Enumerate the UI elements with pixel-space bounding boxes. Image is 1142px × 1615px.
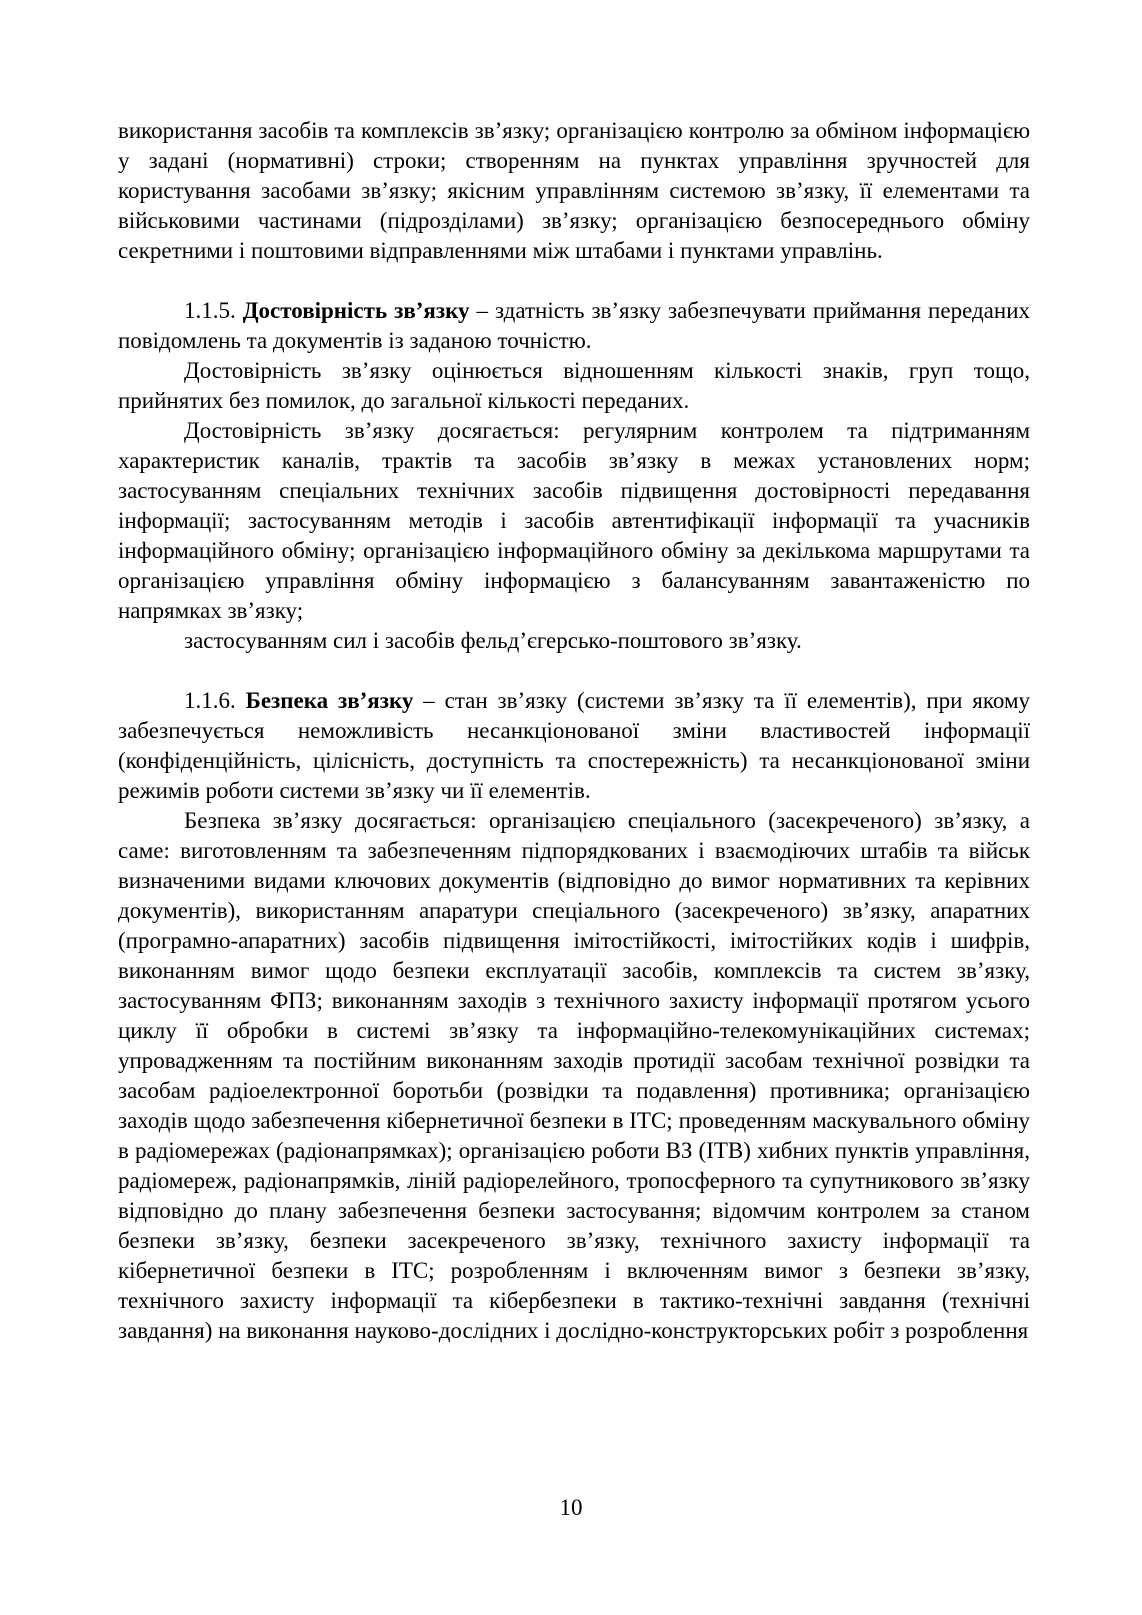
paragraph (118, 356, 1030, 416)
term-emphasis: Безпека зв’язку (245, 688, 414, 713)
text-run: – стан зв’язку (системи зв’язку та її елементів), при якому забезпечується неможливість несанкціонованої зміни властивостей інформації (конфіденційність, цілісність, доступність та спостережність) та несанкціонованої зміни режимів роботи системи зв’язку чи її елементів. (118, 688, 1031, 803)
text-run: Достовірність зв’язку досягається: регулярним контролем та підтриманням характеристик каналів, трактів та засобів зв’язку в межах установлених норм; застосуванням спеціальних технічних засобів підвищення достовірності передавання інформації; застосуванням методів і засобів автентифікації інформації та учасників інформаційного обміну; організацією інформаційного обміну за декількома маршрутами та організацією управління обміну інформацією з балансуванням завантаженістю по напрямках зв’язку; (118, 418, 1030, 623)
paragraph (118, 626, 1030, 656)
paragraph (118, 806, 1030, 1346)
paragraph (118, 416, 1030, 626)
text-run: застосуванням сил і засобів фельд’єгерсько-поштового зв’язку. (184, 628, 802, 653)
paragraph (118, 296, 1030, 356)
text-run: – здатність зв’язку забезпечувати приймання переданих повідомлень та документів із заданою точністю. (118, 298, 1031, 353)
text-run: 1.1.6. (184, 688, 246, 713)
term-emphasis: Достовірність зв’язку (242, 298, 470, 323)
document-body (118, 116, 1030, 1346)
text-run: 1.1.5. (184, 298, 243, 323)
paragraph (118, 116, 1030, 266)
text-run: використання засобів та комплексів зв’язку; організацією контролю за обміном інформацією у задані (нормативні) строки; створенням на пунктах управління зручностей для користування засобами зв’язку; якісним управлінням системою зв’язку, її елементами та військовими частинами (підрозділами) зв’язку; організацією безпосереднього обміну секретними і поштовими відправленнями між штабами і пунктами управлінь. (118, 118, 1030, 263)
text-run: Безпека зв’язку досягається: організацією спеціального (засекреченого) зв’язку, а саме: виготовленням та забезпеченням підпорядкованих і взаємодіючих штабів та військ визначеними видами ключових документів (відповідно до вимог нормативних та керівних документів), використанням апаратури спеціального (засекреченого) зв’язку, апаратних (програмно-апаратних) засобів підвищення імітостійкості, імітостійких кодів і шифрів, виконанням вимог щодо безпеки експлуатації засобів, комплексів та систем зв’язку, застосуванням ФПЗ; виконанням заходів з технічного захисту інформації протягом усього циклу її обробки в системі зв’язку та інформаційно-телекомунікаційних системах; упровадженням та постійним виконанням заходів протидії засобам технічної розвідки та засобам радіоелектронної боротьби (розвідки та подавлення) противника; організацією заходів щодо забезпечення кібернетичної безпеки в ІТС; проведенням маскувального обміну в радіомережах (радіонапрямках); організацією роботи ВЗ (ІТВ) хибних пунктів управління, радіомереж, радіонапрямків, ліній радіорелейного, тропосферного та супутникового зв’язку відповідно до плану забезпечення безпеки застосування; відомчим контролем за станом безпеки зв’язку, безпеки засекреченого зв’язку, технічного захисту інформації та кібернетичної безпеки в ІТС; розробленням і включенням вимог з безпеки зв’язку, технічного захисту інформації та кібербезпеки в тактико-технічні завдання (технічні завдання) на виконання науково-дослідних і дослідно-конструкторських робіт з розроблення (118, 808, 1030, 1343)
text-run: Достовірність зв’язку оцінюється відношенням кількості знаків, груп тощо, прийнятих без помилок, до загальної кількості переданих. (118, 358, 1030, 413)
page-number: 10 (559, 1495, 583, 1520)
paragraph (118, 686, 1030, 806)
